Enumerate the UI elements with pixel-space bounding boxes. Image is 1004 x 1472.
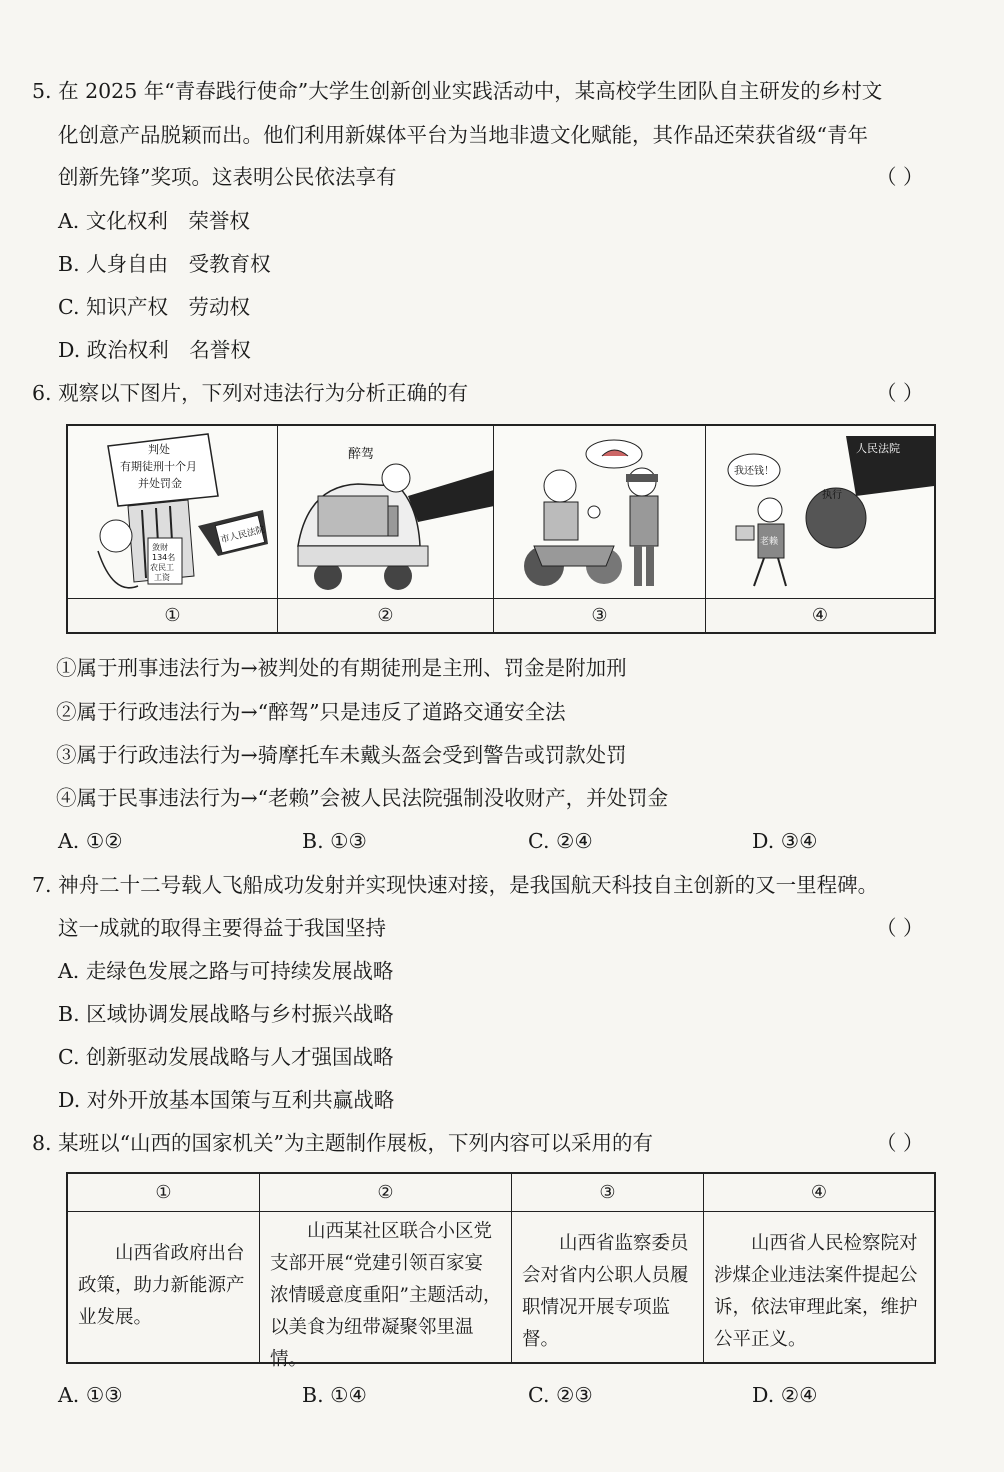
- q6-picture-labels: [68, 598, 934, 632]
- q6-statement-2: ②属于行政违法行为→“醉驾”只是违反了道路交通安全法: [56, 700, 566, 724]
- q8-option-c: C. ②③: [528, 1383, 593, 1407]
- q8-table: [66, 1172, 936, 1370]
- q6-picture-4: [706, 426, 934, 598]
- q7-option-d: D. 对外开放基本国策与互利共赢战略: [58, 1088, 395, 1112]
- q5-stem-line2: 化创意产品脱颖而出。他们利用新媒体平台为当地非遗文化赋能，其作品还荣获省级“青年: [58, 123, 868, 147]
- q7-option-b: B. 区域协调发展战略与乡村振兴战略: [58, 1002, 394, 1026]
- q6-picture-2: [278, 426, 494, 598]
- q8-cell-2-text: 山西某社区联合小区党支部开展“党建引领百家宴 浓情暖意度重阳”主题活动，以美食为纽带凝聚邻里温情。: [270, 1221, 502, 1370]
- q7-option-c: C. 创新驱动发展战略与人才强国战略: [58, 1045, 394, 1069]
- q6-stem: 6. 观察以下图片，下列对违法行为分析正确的有: [32, 381, 469, 405]
- q6-label-3: ③: [494, 599, 706, 633]
- p1-sign-line1: 判处: [148, 443, 170, 456]
- helmet-violation-cartoon: [494, 426, 706, 598]
- p4-badge: 老赖: [760, 537, 779, 547]
- p1-badge-1: 敛财: [152, 543, 168, 552]
- q6-picture-3: [494, 426, 706, 598]
- p4-bubble: 我还钱！: [734, 466, 774, 477]
- q5-option-b: B. 人身自由 受教育权: [58, 252, 271, 276]
- q8-cell-3-text: 山西省监察委员会对省内公职人员履职情况开展专项监督。: [522, 1233, 689, 1350]
- q5-option-c: C. 知识产权 劳动权: [58, 295, 250, 319]
- q5-stem-line3: 创新先锋”奖项。这表明公民依法享有: [58, 165, 397, 189]
- q8-cell-4-text: 山西省人民检察院对涉煤企业违法案件提起公诉，依法审理此案，维护公平正义。: [714, 1233, 918, 1350]
- q7-stem-line2: 这一成就的取得主要得益于我国坚持: [58, 916, 386, 940]
- p1-badge-2: 134名: [152, 553, 176, 562]
- q5-option-a: A. 文化权利 荣誉权: [58, 209, 250, 233]
- q7-answer-bracket: （ ）: [876, 916, 924, 940]
- q8-cell-1-text: 山西省政府出台政策，助力新能源产业发展。: [78, 1243, 245, 1328]
- q8-cell-4: [704, 1212, 934, 1362]
- q8-header-1: ①: [68, 1174, 260, 1212]
- p1-badge-3: 农民工: [150, 563, 174, 572]
- q6-answer-bracket: （ ）: [876, 381, 924, 405]
- q5-stem-line1: 5. 在 2025 年“青春践行使命”大学生创新创业实践活动中，某高校学生团队自主研发的乡村文: [32, 79, 883, 103]
- q8-cell-2: [260, 1212, 512, 1370]
- q6-statement-3: ③属于行政违法行为→骑摩托车未戴头盔会受到警告或罚款处罚: [56, 743, 627, 767]
- q6-picture-1: [68, 426, 278, 598]
- q8-header-3: ③: [512, 1174, 704, 1212]
- q6-option-d: D. ③④: [752, 829, 818, 853]
- p1-court-stamp: 市人民法院: [219, 525, 266, 546]
- p1-sign-line2: 有期徒刑十个月: [120, 460, 197, 473]
- q6-label-1: ①: [68, 599, 278, 633]
- q5-option-d: D. 政治权利 名誉权: [58, 338, 251, 362]
- q8-header-4: ④: [704, 1174, 934, 1212]
- q7-stem-line1: 7. 神舟二十二号载人飞船成功发射并实现快速对接，是我国航天科技自主创新的又一里程碑。: [32, 873, 879, 897]
- q8-cell-1: [68, 1212, 260, 1362]
- q6-statement-4: ④属于民事违法行为→“老赖”会被人民法院强制没收财产，并处罚金: [56, 786, 669, 810]
- q6-option-c: C. ②④: [528, 829, 593, 853]
- q8-option-d: D. ②④: [752, 1383, 818, 1407]
- q6-option-a: A. ①②: [58, 829, 123, 853]
- q6-option-b: B. ①③: [302, 829, 367, 853]
- p2-caption: 醉驾: [348, 447, 375, 462]
- q7-option-a: A. 走绿色发展之路与可持续发展战略: [58, 959, 394, 983]
- q8-answer-bracket: （ ）: [876, 1131, 924, 1155]
- p4-exec: 执行: [822, 490, 842, 501]
- q6-label-2: ②: [278, 599, 494, 633]
- q8-stem: 8. 某班以“山西的国家机关”为主题制作展板，下列内容可以采用的有: [32, 1131, 654, 1155]
- q5-answer-bracket: （ ）: [876, 165, 924, 189]
- q6-statement-1: ①属于刑事违法行为→被判处的有期徒刑是主刑、罚金是附加刑: [56, 656, 627, 680]
- q8-option-a: A. ①③: [58, 1383, 123, 1407]
- q8-option-b: B. ①④: [302, 1383, 367, 1407]
- p1-sign-line3: 并处罚金: [138, 477, 182, 490]
- drunk-driving-cartoon: [278, 426, 494, 598]
- p4-court: 人民法院: [856, 442, 900, 455]
- q6-picture-table: [66, 424, 936, 634]
- q8-header-2: ②: [260, 1174, 512, 1212]
- q8-cell-3: [512, 1212, 704, 1362]
- q6-label-4: ④: [811, 605, 829, 626]
- p1-badge-4: 工资: [154, 573, 170, 582]
- court-sentence-cartoon: [68, 426, 278, 598]
- debt-evader-cartoon: [706, 426, 934, 598]
